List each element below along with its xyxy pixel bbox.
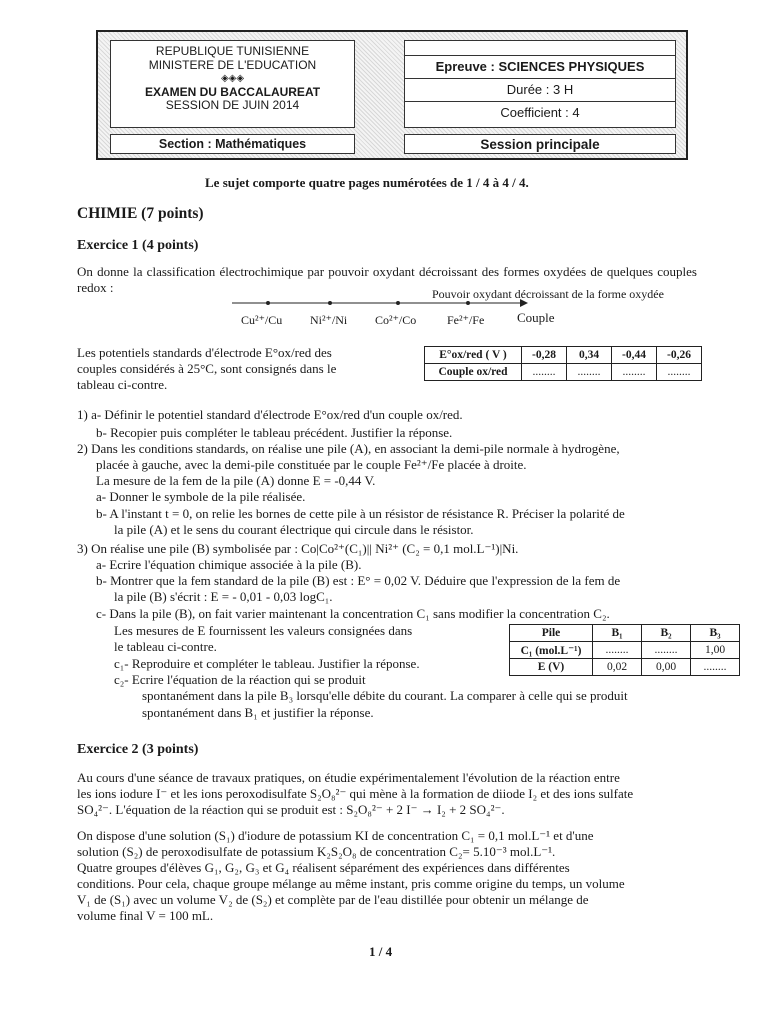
axis-dot-3	[396, 301, 400, 305]
table-cell: 1,00	[691, 642, 740, 659]
axis-arrowhead	[520, 299, 528, 307]
table-pile-b	[509, 624, 740, 676]
q3b: b- Montrer que la fem standard de la pile (B) est : E° = 0,02 V. Déduire que l'expression de la fem de	[96, 573, 621, 588]
table-cell: E (V)	[510, 659, 593, 676]
table-cell: ........	[691, 659, 740, 676]
ex2-line-3: SO₄²⁻. L'équation de la réaction qui se produit est : S₂O₈²⁻ + 2 I⁻ → I₂ + 2 SO₄²⁻.	[77, 802, 505, 817]
ex2-line-7: conditions. Pour cela, chaque groupe mélange au même instant, pris comme origine du temps, un volume	[77, 876, 625, 891]
header-subject-box	[404, 40, 676, 128]
redox-axis	[230, 296, 530, 310]
couple-fe: Fe²⁺/Fe	[447, 313, 485, 327]
table-cell: 0,34	[567, 347, 612, 364]
q2a: a- Donner le symbole de la pile réalisée.	[96, 489, 306, 504]
table-cell: -0,44	[612, 347, 657, 364]
page-number: 1 / 4	[369, 944, 393, 959]
header-ornament: ◈◈◈	[220, 73, 245, 84]
ex2-line-1: Au cours d'une séance de travaux pratiques, on étudie expérimentalement l'évolution de la réaction entre	[77, 770, 620, 785]
header-session-type: Session principale	[404, 134, 676, 154]
table-cell: ........	[642, 642, 691, 659]
header-duree: Durée : 3 H	[405, 79, 675, 102]
exam-header	[96, 30, 688, 160]
ex2-line-2: les ions iodure I⁻ et les ions peroxodisulfate S₂O₈²⁻ qui mène à la formation de diiode I₂ et des ions sulfate	[77, 786, 634, 801]
q3c1: c₁- Reproduire et compléter le tableau. Justifier la réponse.	[114, 656, 420, 671]
ex1-p2-l2: couples considérés à 25°C, sont consignés dans le	[77, 361, 337, 376]
ex1-p2-l3: tableau ci-contre.	[77, 377, 168, 392]
intro-line: Le sujet comporte quatre pages numérotées de 1 / 4 à 4 / 4.	[205, 175, 529, 190]
table-cell: ........	[567, 364, 612, 381]
table-cell: ........	[612, 364, 657, 381]
table-cell: -0,26	[657, 347, 702, 364]
ex2-line-4: On dispose d'une solution (S₁) d'iodure de potassium KI de concentration C₁ = 0,1 mol.L⁻¹ et d'une	[77, 828, 594, 843]
header-coefficient: Coefficient : 4	[500, 105, 580, 120]
ex1-title: Exercice 1 (4 points)	[77, 238, 199, 253]
couple-label: Couple	[517, 310, 555, 325]
table-cell: 0,02	[593, 659, 642, 676]
table-row	[510, 642, 740, 659]
q3c-l2: Les mesures de E fournissent les valeurs consignées dans	[114, 623, 413, 638]
header-section: Section : Mathématiques	[110, 134, 355, 154]
ex1-intro: On donne la classification électrochimique par pouvoir oxydant décroissant des formes oxydées de quelques couples redox :	[77, 264, 697, 295]
q3c-l3: le tableau ci-contre.	[114, 639, 217, 654]
q2-l2: placée à gauche, avec la demi-pile constituée par le couple Fe²⁺/Fe placée à droite.	[96, 457, 527, 472]
couple-co: Co²⁺/Co	[375, 313, 417, 327]
q3b-l2: la pile (B) s'écrit : E = - 0,01 - 0,03 logC₁.	[114, 589, 333, 604]
ex2-line-5: solution (S₂) de peroxodisulfate de potassium K₂S₂O₈ de concentration C₂= 5.10⁻³ mol.L⁻¹.	[77, 844, 556, 859]
table-potentials	[424, 346, 702, 381]
header-exam: EXAMEN DU BACCALAUREAT	[144, 84, 321, 99]
table-cell: ........	[593, 642, 642, 659]
table-cell: ........	[522, 364, 567, 381]
q2b-l2: la pile (A) et le sens du courant électrique qui circule dans le résistor.	[114, 522, 474, 537]
q2b: b- A l'instant t = 0, on relie les bornes de cette pile à un résistor de résistance R. Préciser la polarité de	[96, 506, 625, 521]
table-cell: 0,00	[642, 659, 691, 676]
table-cell: B₁	[593, 625, 642, 642]
header-republic: REPUBLIQUE TUNISIENNE	[155, 44, 310, 58]
header-session-date: SESSION DE JUIN 2014	[165, 98, 300, 112]
header-ministry-box	[110, 40, 355, 128]
ex2-line-8: V₁ de (S₁) avec un volume V₂ de (S₂) et complète par de l'eau distillée pour obtenir un mélange de	[77, 892, 589, 907]
table-cell: -0,28	[522, 347, 567, 364]
q1b: b- Recopier puis compléter le tableau précédent. Justifier la réponse.	[96, 425, 453, 440]
table-cell: ........	[657, 364, 702, 381]
axis-dot-1	[266, 301, 270, 305]
table-row	[510, 625, 740, 642]
q3a: a- Ecrire l'équation chimique associée à la pile (B).	[96, 557, 362, 572]
q3c2: c₂- Ecrire l'équation de la réaction qui se produit	[114, 672, 366, 687]
q3c: c- Dans la pile (B), on fait varier maintenant la concentration C₁ sans modifier la concentration C₂.	[96, 606, 610, 621]
axis-label: Pouvoir oxydant décroissant de la forme oxydée	[432, 287, 664, 301]
axis-dot-4	[466, 301, 470, 305]
q3c2-l2: spontanément dans la pile B₃ lorsqu'elle débite du courant. La comparer à celle qui se produit	[142, 688, 628, 703]
couple-cu: Cu²⁺/Cu	[241, 313, 283, 327]
ex1-p2-l1: Les potentiels standards d'électrode E°ox/red des	[77, 345, 332, 360]
table-cell: C₁ (mol.L⁻¹)	[510, 642, 593, 659]
q2-l3: La mesure de la fem de la pile (A) donne E = -0,44 V.	[96, 473, 376, 488]
table-row	[425, 364, 702, 381]
q1a: 1) a- Définir le potentiel standard d'électrode E°ox/red d'un couple ox/red.	[77, 407, 463, 422]
table-row	[510, 659, 740, 676]
header-epreuve: Epreuve : SCIENCES PHYSIQUES	[405, 56, 675, 79]
couple-ni: Ni²⁺/Ni	[310, 313, 348, 327]
table-cell: Pile	[510, 625, 593, 642]
ex2-line-9: volume final V = 100 mL.	[77, 908, 214, 923]
chimie-title: CHIMIE (7 points)	[77, 205, 204, 222]
q2: 2) Dans les conditions standards, on réalise une pile (A), en associant la demi-pile normale à hydrogène,	[77, 441, 620, 456]
table-cell: B₃	[691, 625, 740, 642]
ex2-line-6: Quatre groupes d'élèves G₁, G₂, G₃ et G₄ réalisent séparément des expériences dans différentes	[77, 860, 570, 875]
ex2-title: Exercice 2 (3 points)	[77, 742, 199, 757]
q3c2-l3: spontanément dans B₁ et justifier la réponse.	[142, 705, 374, 720]
table-cell: E°ox/red ( V )	[425, 347, 522, 364]
q3: 3) On réalise une pile (B) symbolisée par : Co|Co²⁺(C₁)|| Ni²⁺ (C₂ = 0,1 mol.L⁻¹)|Ni.	[77, 541, 519, 556]
table-cell: B₂	[642, 625, 691, 642]
axis-dot-2	[328, 301, 332, 305]
table-row	[425, 347, 702, 364]
table-cell: Couple ox/red	[425, 364, 522, 381]
header-ministry: MINISTERE DE L'EDUCATION	[148, 57, 317, 72]
